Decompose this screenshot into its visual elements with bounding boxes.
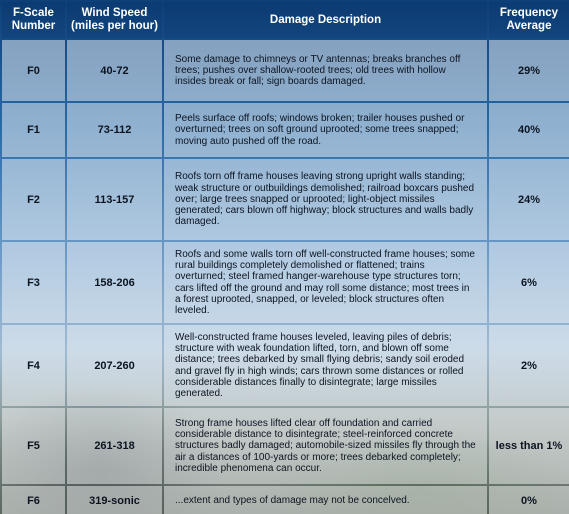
frequency-cell: 0% [489, 486, 569, 514]
frequency-cell: less than 1% [489, 408, 569, 484]
wind-speed-cell: 113-157 [67, 159, 162, 240]
wind-speed-cell: 207-260 [67, 325, 162, 406]
wind-speed-cell: 158-206 [67, 242, 162, 323]
damage-cell: Peels surface off roofs; windows broken; trailer houses pushed or overturned; trees on soft ground uprooted; some trees snapped; moving auto pushed off the road. [164, 103, 487, 157]
damage-cell: ...extent and types of damage may not be concelved. [164, 486, 487, 514]
damage-cell: Some damage to chimneys or TV antennas; breaks branches off trees; pushes over shallow-rooted trees; old trees with hollow insides break or fall; sign boards damaged. [164, 40, 487, 101]
frequency-cell: 40% [489, 103, 569, 157]
header-row [2, 2, 569, 38]
header-wind-speed: Wind Speed (miles per hour) [67, 2, 162, 38]
fscale-cell: F5 [2, 408, 65, 484]
damage-cell: Well-constructed frame houses leveled, leaving piles of debris; structure with weak foundation lifted, torn, and blown off some distance; trees debarked by small flying debris; sandy soil eroded and gravel fly in high winds; cars thrown some distances or rolled considerable distances finally to disintegrate; large missiles generated. [164, 325, 487, 406]
fscale-cell: F4 [2, 325, 65, 406]
fscale-cell: F1 [2, 103, 65, 157]
frequency-cell: 2% [489, 325, 569, 406]
table-row [2, 408, 569, 484]
table-row [2, 486, 569, 514]
wind-speed-cell: 319-sonic [67, 486, 162, 514]
frequency-cell: 6% [489, 242, 569, 323]
header-fscale: F-Scale Number [2, 2, 65, 38]
table-row [2, 159, 569, 240]
damage-cell: Roofs torn off frame houses leaving strong upright walls standing; weak structure or outbuildings demolished; railroad boxcars pushed over; large trees snapped or uprooted; light-object missiles generated; cars blown off highway; block structures and walls badly damaged. [164, 159, 487, 240]
fscale-cell: F2 [2, 159, 65, 240]
fscale-cell: F6 [2, 486, 65, 514]
header-damage: Damage Description [164, 2, 487, 38]
damage-cell: Strong frame houses lifted clear off foundation and carried considerable distance to disintegrate; steel-reinforced concrete structures badly damaged; automobile-sized missiles fly through the air a distances of 100-yards or more; trees debarked completely; incredible phenomena can occur. [164, 408, 487, 484]
wind-speed-cell: 73-112 [67, 103, 162, 157]
fscale-cell: F0 [2, 40, 65, 101]
table-row [2, 325, 569, 406]
wind-speed-cell: 40-72 [67, 40, 162, 101]
frequency-cell: 29% [489, 40, 569, 101]
frequency-cell: 24% [489, 159, 569, 240]
damage-cell: Roofs and some walls torn off well-constructed frame houses; some rural buildings completely demolished or flattened; trains overturned; steel framed hanger-warehouse type structures torn; cars lifted off the ground and may roll some distance; most trees in a forest uprooted, snapped, or leveled; block structures often leveled. [164, 242, 487, 323]
wind-speed-cell: 261-318 [67, 408, 162, 484]
table-row [2, 103, 569, 157]
table-row [2, 40, 569, 101]
fscale-cell: F3 [2, 242, 65, 323]
table-row [2, 242, 569, 323]
header-frequency: Frequency Average [489, 2, 569, 38]
